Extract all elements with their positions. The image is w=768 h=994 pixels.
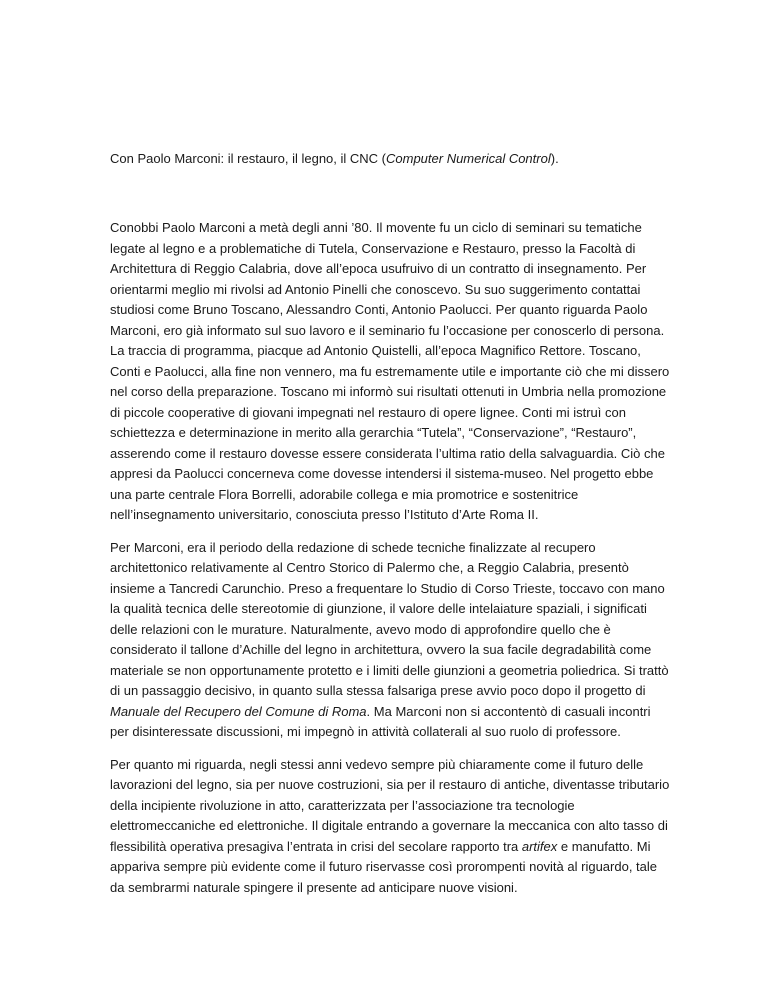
document-page [110, 149, 670, 910]
paragraph-3 [110, 755, 670, 899]
paragraph-2-part2: . Ma Marconi non si accontentò di casuali incontri per disinteressate discussioni, mi impegnò in attività collaterali al suo ruolo di professore. [110, 703, 651, 739]
title-main: Con Paolo Marconi: il restauro, il legno, il CNC ( [110, 151, 386, 166]
paragraph-1: Conobbi Paolo Marconi a metà degli anni ’80. Il movente fu un ciclo di seminari su tematiche legate al legno e a problematiche di Tutela, Conservazione e Restauro, presso la Facoltà di Architettura di Reggio Calabria, dove all’epoca usufruivo di un contratto di insegnamento. Per orientarmi meglio mi rivolsi ad Antonio Pinelli che conoscevo. Su suo suggerimento contattai studiosi come Bruno Toscano, Alessandro Conti, Antonio Paolucci. Per quanto riguarda Paolo Marconi, ero già informato sul suo lavoro e il seminario fu l’occasione per conoscerlo di persona. La traccia di programma, piacque ad Antonio Quistelli, all’epoca Magnifico Rettore. Toscano, Conti e Paolucci, alla fine non vennero, ma fu estremamente utile e importante ciò che mi dissero nel corso della preparazione. Toscano mi informò sui risultati ottenuti in Umbria nella promozione di piccole cooperative di giovani impegnati nel restauro di opere lignee. Conti mi istruì con schiettezza e determinazione in merito alla gerarchia “Tutela”, “Conservazione”, “Restauro”, asserendo come il restauro dovesse essere considerata l’ultima ratio della salvaguardia. Ciò che appresi da Paolucci concerneva come dovesse intendersi il sistema-museo. Nel progetto ebbe una parte centrale Flora Borrelli, adorabile collega e mia promotrice e sostenitrice nell’insegnamento universitario, conosciuta presso l’Istituto d’Arte Roma II. [110, 220, 670, 522]
document-title [110, 149, 670, 169]
paragraph-2-part1: Per Marconi, era il periodo della redazione di schede tecniche finalizzate al recupero architettonico relativamente al Centro Storico di Palermo che, a Reggio Calabria, presentò insieme a Tancredi Carunchio. Preso a frequentare lo Studio di Corso Trieste, toccavo con mano la qualità tecnica delle stereotomie di giunzione, il valore delle intelaiature spaziali, i significati delle relazioni con le murature. Naturalmente, avevo modo di approfondire quello che è considerato il tallone d’Achille del legno in architettura, ovvero la sua facile degradabilità come materiale se non opportunamente protetto e i limiti delle giunzioni a geometria poliedrica. Si trattò di un passaggio decisivo, in quanto sulla stessa falsariga prese avvio poco dopo il progetto di [110, 539, 669, 698]
paragraph-3-italic: artifex [521, 838, 558, 854]
title-end: ). [550, 151, 559, 166]
paragraph-2-italic: Manuale del Recupero del Comune di Roma [110, 703, 367, 719]
paragraph-3-part1: Per quanto mi riguarda, negli stessi anni vedevo sempre più chiaramente come il futuro delle lavorazioni del legno, sia per nuove costruzioni, sia per il restauro di antiche, diventasse tributario della incipiente rivoluzione in atto, caratterizzata per l’associazione tra tecnologie elettromeccaniche ed elettroniche. Il digitale entrando a governare la meccanica con alto tasso di flessibilità operativa presagiva l’entrata in crisi del secolare rapporto tra [110, 756, 670, 854]
paragraph-2 [110, 538, 670, 743]
paragraph-3-part2: e manufatto. Mi appariva sempre più evidente come il futuro riservasse così prorompenti novità al riguardo, tale da sembrarmi naturale spingere il presente ad anticipare nuove visioni. [110, 838, 657, 895]
title-italic: Computer Numerical Control [386, 151, 551, 166]
